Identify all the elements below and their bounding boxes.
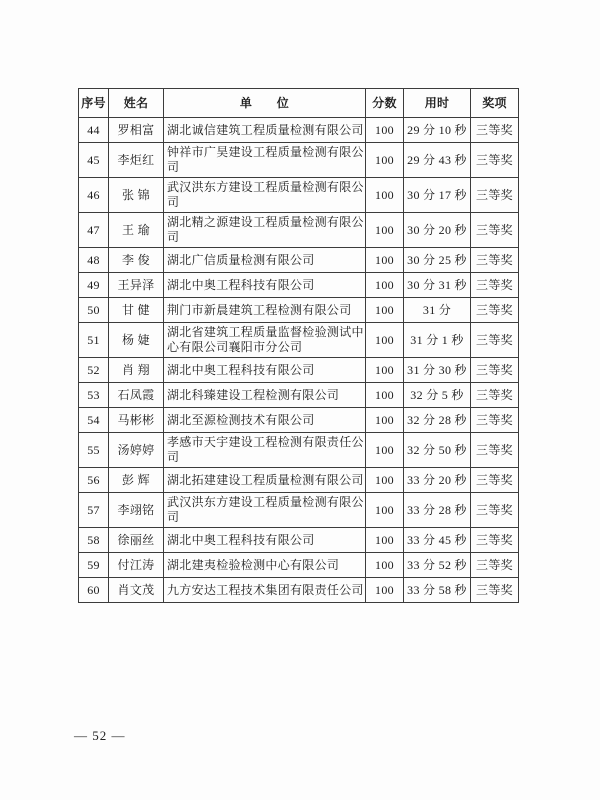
cell-score: 100 [366,178,404,213]
cell-award: 三等奖 [471,468,519,493]
cell-time: 30 分 20 秒 [404,213,471,248]
cell-no: 56 [79,468,109,493]
table-row [79,213,519,248]
table-row [79,298,519,323]
cell-score: 100 [366,118,404,143]
cell-unit: 湖北至源检测技术有限公司 [164,408,366,433]
cell-unit: 武汉洪东方建设工程质量检测有限公司 [164,178,366,213]
cell-award: 三等奖 [471,358,519,383]
cell-time: 32 分 5 秒 [404,383,471,408]
cell-score: 100 [366,433,404,468]
table-row [79,118,519,143]
cell-name: 石凤霞 [109,383,164,408]
table-row [79,383,519,408]
cell-award: 三等奖 [471,273,519,298]
cell-unit: 湖北精之源建设工程质量检测有限公司 [164,213,366,248]
cell-award: 三等奖 [471,528,519,553]
cell-name: 张 锦 [109,178,164,213]
cell-name: 甘 健 [109,298,164,323]
cell-name: 马彬彬 [109,408,164,433]
cell-score: 100 [366,248,404,273]
table-row [79,408,519,433]
table-header-row [79,89,519,118]
cell-no: 58 [79,528,109,553]
cell-unit: 湖北建夷检验检测中心有限公司 [164,553,366,578]
cell-award: 三等奖 [471,433,519,468]
cell-award: 三等奖 [471,298,519,323]
results-table [78,88,519,603]
header-no: 序号 [79,89,109,118]
cell-name: 王异泽 [109,273,164,298]
header-score: 分数 [366,89,404,118]
cell-award: 三等奖 [471,408,519,433]
cell-unit: 湖北中奥工程科技有限公司 [164,358,366,383]
cell-no: 54 [79,408,109,433]
cell-name: 肖文茂 [109,578,164,603]
table-row [79,358,519,383]
cell-unit: 湖北科臻建设工程检测有限公司 [164,383,366,408]
cell-score: 100 [366,578,404,603]
cell-score: 100 [366,273,404,298]
cell-time: 33 分 20 秒 [404,468,471,493]
cell-unit: 湖北诚信建筑工程质量检测有限公司 [164,118,366,143]
cell-time: 33 分 28 秒 [404,493,471,528]
cell-no: 47 [79,213,109,248]
cell-unit: 孝感市天宇建设工程检测有限责任公司 [164,433,366,468]
cell-time: 30 分 31 秒 [404,273,471,298]
cell-score: 100 [366,383,404,408]
cell-score: 100 [366,553,404,578]
cell-no: 49 [79,273,109,298]
cell-time: 29 分 43 秒 [404,143,471,178]
cell-score: 100 [366,408,404,433]
cell-time: 30 分 25 秒 [404,248,471,273]
cell-score: 100 [366,143,404,178]
cell-no: 59 [79,553,109,578]
cell-time: 33 分 45 秒 [404,528,471,553]
cell-time: 33 分 52 秒 [404,553,471,578]
cell-no: 46 [79,178,109,213]
cell-time: 31 分 [404,298,471,323]
cell-no: 52 [79,358,109,383]
cell-award: 三等奖 [471,553,519,578]
header-time: 用时 [404,89,471,118]
cell-time: 30 分 17 秒 [404,178,471,213]
table-row [79,143,519,178]
cell-unit: 武汉洪东方建设工程质量检测有限公司 [164,493,366,528]
cell-no: 50 [79,298,109,323]
cell-score: 100 [366,358,404,383]
header-unit: 单 位 [164,89,366,118]
cell-name: 付江涛 [109,553,164,578]
cell-no: 60 [79,578,109,603]
table-row [79,553,519,578]
cell-name: 彭 辉 [109,468,164,493]
cell-time: 32 分 28 秒 [404,408,471,433]
cell-score: 100 [366,298,404,323]
cell-no: 57 [79,493,109,528]
cell-no: 48 [79,248,109,273]
cell-score: 100 [366,528,404,553]
cell-name: 罗相富 [109,118,164,143]
cell-name: 徐丽丝 [109,528,164,553]
cell-unit: 荆门市新晨建筑工程检测有限公司 [164,298,366,323]
cell-unit: 湖北拓建建设工程质量检测有限公司 [164,468,366,493]
table-row [79,178,519,213]
cell-time: 29 分 10 秒 [404,118,471,143]
table-row [79,528,519,553]
table-row [79,493,519,528]
cell-name: 李炬红 [109,143,164,178]
cell-award: 三等奖 [471,143,519,178]
table-row [79,273,519,298]
table-row [79,468,519,493]
cell-time: 31 分 30 秒 [404,358,471,383]
table-row [79,433,519,468]
cell-name: 汤婷婷 [109,433,164,468]
cell-no: 44 [79,118,109,143]
cell-unit: 湖北省建筑工程质量监督检验测试中心有限公司襄阳市分公司 [164,323,366,358]
cell-score: 100 [366,493,404,528]
cell-time: 32 分 50 秒 [404,433,471,468]
cell-no: 53 [79,383,109,408]
cell-no: 55 [79,433,109,468]
cell-name: 肖 翔 [109,358,164,383]
cell-score: 100 [366,213,404,248]
cell-name: 王 瑜 [109,213,164,248]
cell-time: 33 分 58 秒 [404,578,471,603]
cell-no: 45 [79,143,109,178]
cell-award: 三等奖 [471,213,519,248]
cell-name: 杨 婕 [109,323,164,358]
cell-award: 三等奖 [471,178,519,213]
cell-unit: 九方安达工程技术集团有限责任公司 [164,578,366,603]
cell-time: 31 分 1 秒 [404,323,471,358]
cell-unit: 湖北广信质量检测有限公司 [164,248,366,273]
cell-award: 三等奖 [471,118,519,143]
cell-unit: 钟祥市广昊建设工程质量检测有限公司 [164,143,366,178]
cell-score: 100 [366,468,404,493]
cell-award: 三等奖 [471,323,519,358]
table-row [79,248,519,273]
page-number: — 52 — [74,728,126,743]
cell-award: 三等奖 [471,493,519,528]
table-row [79,323,519,358]
cell-award: 三等奖 [471,248,519,273]
header-award: 奖项 [471,89,519,118]
cell-unit: 湖北中奥工程科技有限公司 [164,528,366,553]
cell-score: 100 [366,323,404,358]
cell-unit: 湖北中奥工程科技有限公司 [164,273,366,298]
table-row [79,578,519,603]
cell-award: 三等奖 [471,383,519,408]
cell-name: 李 俊 [109,248,164,273]
cell-no: 51 [79,323,109,358]
cell-name: 李翊铭 [109,493,164,528]
header-name: 姓名 [109,89,164,118]
cell-award: 三等奖 [471,578,519,603]
